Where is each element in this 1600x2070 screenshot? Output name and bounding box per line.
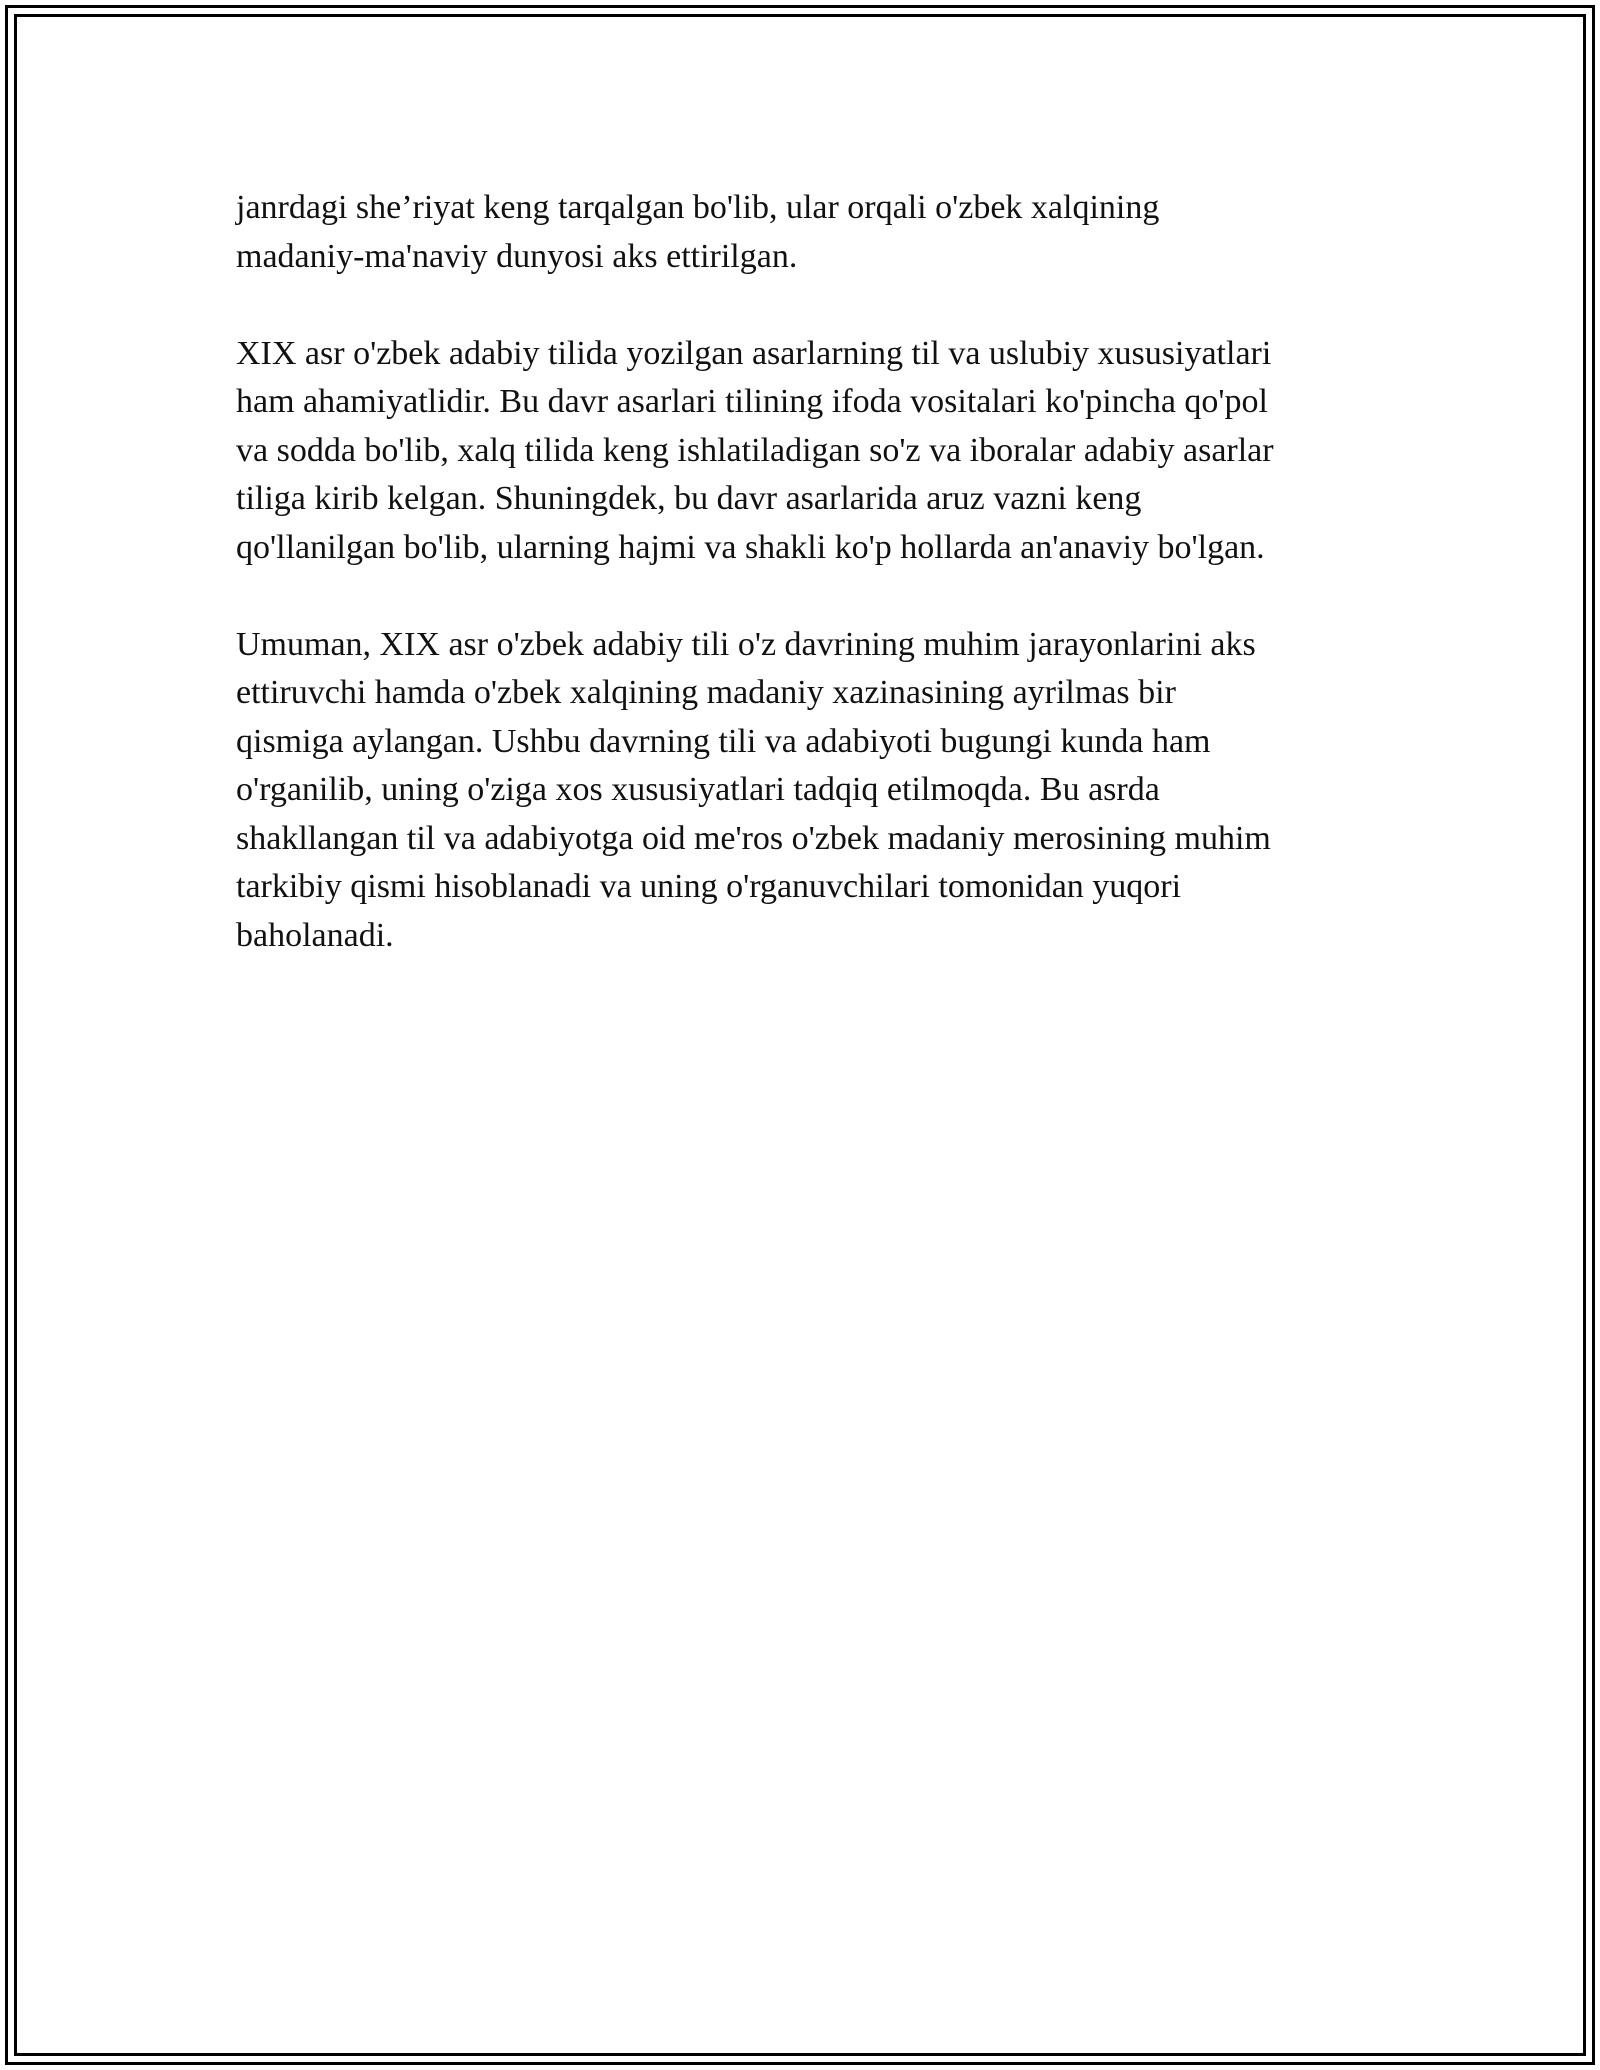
text-line: va sodda bo'lib, xalq tilida keng ishlatiladigan so'z va iboralar adabiy asarlar (236, 431, 1274, 469)
paragraph-2 (236, 330, 1386, 573)
text-line: baholanadi. (236, 916, 394, 954)
text-line: ettiruvchi hamda o'zbek xalqining madaniy xazinasining ayrilmas bir (236, 674, 1176, 711)
text-line: qismiga aylangan. Ushbu davrning tili va adabiyoti bugungi kunda ham (236, 722, 1211, 760)
paragraph-1 (236, 184, 1386, 281)
text-line: ham ahamiyatlidir. Bu davr asarlari tilining ifoda vositalari ko'pincha qo'pol (236, 383, 1269, 420)
text-line: madaniy-ma'naviy dunyosi aks ettirilgan. (236, 237, 798, 275)
text-line: Umuman, XIX asr o'zbek adabiy tili o'z davrining muhim jarayonlarini aks (236, 625, 1256, 663)
text-line: tiliga kirib kelgan. Shuningdek, bu davr asarlarida aruz vazni keng (236, 480, 1142, 517)
text-line: o'rganilib, uning o'ziga xos xususiyatlari tadqiq etilmoqda. Bu asrda (236, 771, 1160, 808)
text-line: shakllangan til va adabiyotga oid me'ros o'zbek madaniy merosining muhim (236, 819, 1271, 857)
text-line: tarkibiy qismi hisoblanadi va uning o'rganuvchilari tomonidan yuqori (236, 868, 1182, 905)
text-line: janrdagi she’riyat keng tarqalgan bo'lib, ular orqali o'zbek xalqining (236, 189, 1160, 226)
document-body (236, 184, 1386, 1009)
paragraph-3 (236, 621, 1386, 961)
text-line: qo'llanilgan bo'lib, ularning hajmi va shakli ko'p hollarda an'anaviy bo'lgan. (236, 528, 1265, 566)
text-line: XIX asr o'zbek adabiy tilida yozilgan asarlarning til va uslubiy xususiyatlari (236, 334, 1272, 372)
